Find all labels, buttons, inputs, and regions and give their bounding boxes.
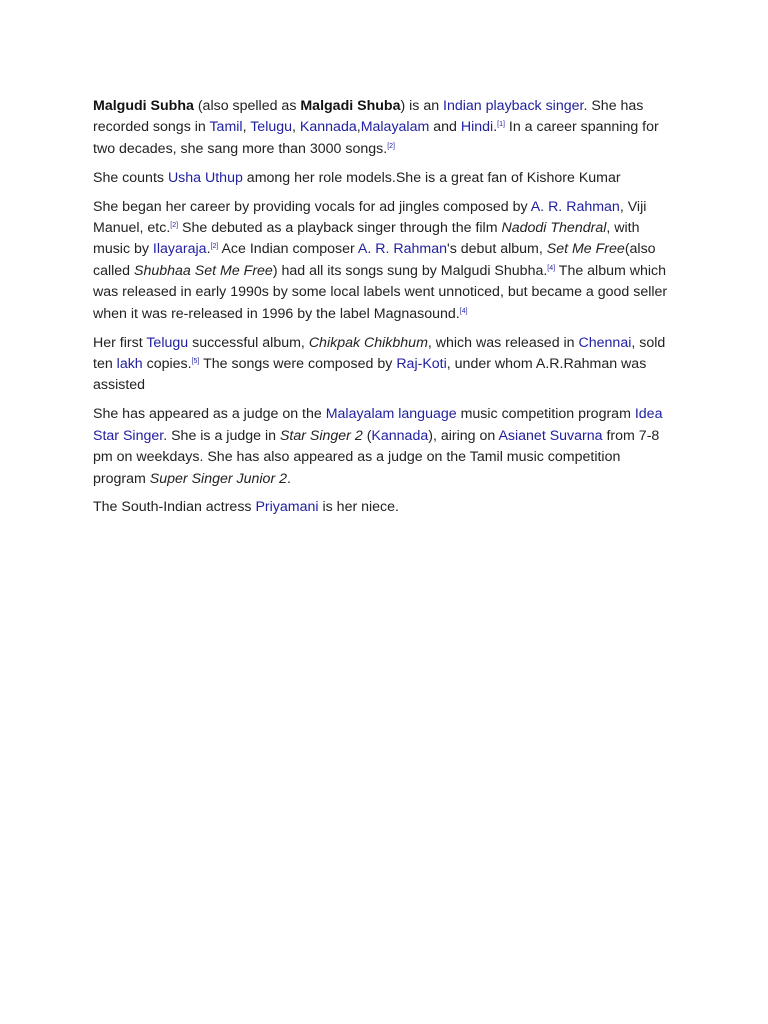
citation-ref[interactable]: [4] [547, 264, 556, 272]
text: ), airing on [428, 427, 499, 444]
text: 's debut album, [447, 241, 547, 258]
paragraph-niece [93, 497, 675, 518]
text: music competition program [456, 406, 635, 423]
citation-ref[interactable]: [4] [459, 307, 468, 315]
link-lakh[interactable]: lakh [116, 355, 143, 372]
link-ar-rahman[interactable]: A. R. Rahman [357, 241, 448, 258]
link-telugu[interactable]: Telugu [250, 119, 293, 136]
paragraph-role-models [93, 168, 675, 189]
show-title: Star Singer 2 [279, 427, 363, 444]
text: (also spelled as [193, 98, 301, 114]
text: , Viji Manuel, etc. [93, 198, 647, 237]
citation-ref[interactable]: [2] [210, 243, 219, 251]
text: Her first [93, 334, 147, 351]
link-idea-star-singer[interactable]: Idea Star Singer [93, 406, 663, 444]
link-tamil[interactable]: Tamil [209, 119, 243, 136]
album-title: Chikpak Chikbhum [308, 334, 428, 351]
text: from 7-8 pm on weekdays. She has also appeared as a judge on the Tamil music competition program [93, 427, 660, 487]
text: , with music by [93, 220, 640, 258]
album-title: Shubhaa Set Me Free [134, 262, 273, 279]
text: , [242, 119, 251, 136]
subject-alt-name: Malgadi Shuba [300, 98, 401, 114]
text: . [493, 119, 498, 136]
link-ar-rahman[interactable]: A. R. Rahman [530, 198, 620, 215]
link-asianet-suvarna[interactable]: Asianet Suvarna [498, 427, 603, 444]
link-kannada[interactable]: Kannada [299, 119, 357, 136]
link-malayalam-language[interactable]: Malayalam language [325, 406, 457, 423]
link-usha-uthup[interactable]: Usha Uthup [167, 169, 243, 186]
text: She began her career by providing vocals for ad jingles composed by [93, 198, 531, 215]
text: . She is a judge in [163, 427, 280, 444]
show-title: Super Singer Junior 2 [149, 470, 288, 487]
paragraph-intro [93, 96, 675, 160]
text: . She has recorded songs in [93, 98, 644, 136]
article-body [93, 96, 675, 526]
text: ( [362, 427, 372, 444]
text: She has appeared as a judge on the [93, 406, 326, 423]
paragraph-career [93, 197, 675, 325]
link-telugu[interactable]: Telugu [146, 334, 189, 351]
text: among her role models.She is a great fan of Kishore Kumar [242, 169, 621, 186]
paragraph-judge [93, 404, 675, 490]
text: . [287, 470, 291, 487]
link-kannada[interactable]: Kannada [371, 427, 429, 444]
text: (also called [93, 241, 656, 279]
paragraph-telugu-album [93, 333, 675, 397]
subject-name: Malgudi Subha [93, 98, 194, 114]
text: . [206, 241, 211, 258]
link-hindi[interactable]: Hindi [460, 119, 494, 136]
link-raj-koti[interactable]: Raj-Koti [396, 355, 447, 372]
text: , which was released in [427, 334, 579, 351]
text: , [292, 119, 300, 136]
film-title: Nadodi Thendral [501, 220, 607, 237]
text: The songs were composed by [199, 355, 397, 372]
link-indian-playback-singer[interactable]: Indian playback singer [443, 98, 584, 114]
text: is her niece. [318, 499, 399, 516]
text: , [356, 119, 361, 136]
text: , sold ten [93, 334, 666, 372]
citation-ref[interactable]: [2] [170, 222, 179, 230]
text: In a career spanning for two decades, she sang more than 3000 songs. [93, 119, 659, 157]
text: and [429, 119, 461, 136]
text: ) is an [400, 98, 444, 114]
text: , under whom A.R.Rahman was assisted [93, 355, 647, 394]
text: The album which was released in early 1990s by some local labels went unnoticed, but became a good seller when it was re-released in 1996 by the label Magnasound. [93, 262, 668, 322]
link-priyamani[interactable]: Priyamani [255, 499, 319, 516]
link-malayalam[interactable]: Malayalam [360, 119, 430, 136]
citation-ref[interactable]: [1] [497, 121, 505, 129]
text: copies. [142, 355, 192, 372]
text: She counts [93, 169, 168, 186]
text: She debuted as a playback singer through the film [178, 220, 502, 237]
citation-ref[interactable]: [5] [191, 357, 200, 365]
text: successful album, [188, 334, 309, 351]
album-title: Set Me Free [546, 241, 625, 258]
citation-ref[interactable]: [2] [387, 142, 395, 150]
text: The South-Indian actress [93, 499, 256, 516]
text: ) had all its songs sung by Malgudi Shubha. [272, 262, 548, 279]
link-chennai[interactable]: Chennai [578, 334, 632, 351]
link-ilayaraja[interactable]: Ilayaraja [152, 241, 207, 258]
text: Ace Indian composer [218, 241, 358, 258]
